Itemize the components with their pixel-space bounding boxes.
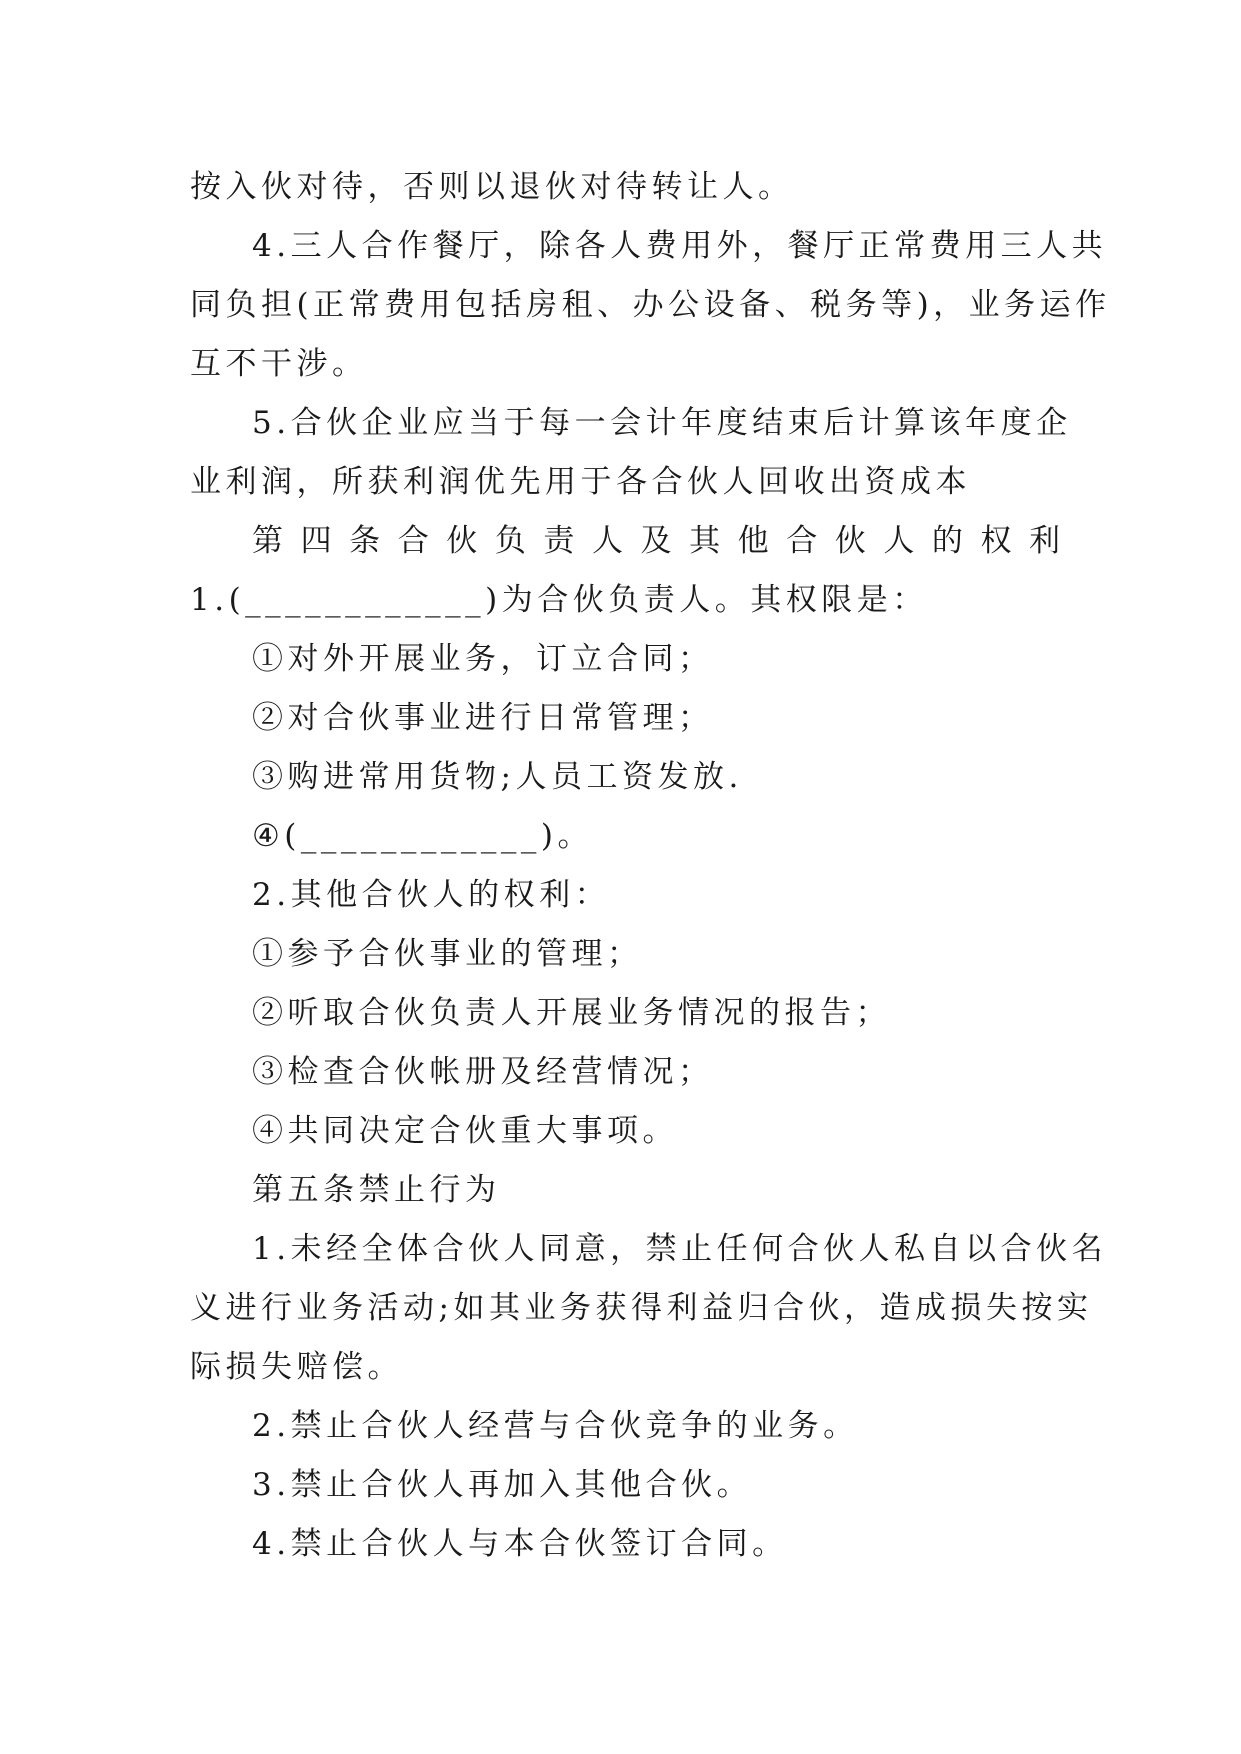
heading-char: 伙 (834, 523, 866, 559)
heading-char: 人 (883, 523, 915, 559)
heading-char: 第 (252, 523, 283, 559)
text-line: 义进行业务活动;如其业务获得利益归合伙，造成损失按实 (190, 1290, 1093, 1326)
text-line: 1.未经全体合伙人同意，禁止任何合伙人私自以合伙名 (252, 1231, 1108, 1267)
heading-char: 四 (300, 523, 332, 559)
text-line: 4.三人合作餐厅，除各人费用外，餐厅正常费用三人共 (252, 228, 1108, 264)
text-line: 业利润，所获利润优先用于各合伙人回收出资成本 (190, 464, 971, 500)
text-line: ④共同决定合伙重大事项。 (252, 1113, 678, 1149)
heading-char: 权 (980, 523, 1012, 559)
text-line: ④(____________)。 (252, 818, 593, 854)
text-line: ③检查合伙帐册及经营情况； (252, 1054, 714, 1090)
heading-char: 人 (591, 523, 623, 559)
text-line: 同负担(正常费用包括房租、办公设备、税务等)，业务运作 (190, 287, 1111, 323)
heading-char: 合 (786, 523, 818, 559)
text-line: 际损失赔偿。 (190, 1349, 403, 1385)
document-body (190, 158, 1111, 1574)
heading-char: 利 (1029, 523, 1060, 559)
heading-char: 责 (543, 523, 575, 559)
heading-char: 的 (931, 523, 963, 559)
heading-char: 他 (737, 523, 769, 559)
heading-char: 负 (494, 523, 526, 559)
text-line: 4.禁止合伙人与本合伙签订合同。 (252, 1526, 788, 1562)
heading-char: 条 (349, 523, 381, 559)
text-line: 2.禁止合伙人经营与合伙竞争的业务。 (252, 1408, 859, 1444)
text-line: 按入伙对待，否则以退伙对待转让人。 (190, 169, 794, 205)
heading-char: 其 (689, 523, 721, 559)
text-line: 5.合伙企业应当于每一会计年度结束后计算该年度企 (252, 405, 1072, 441)
text-line: 互不干涉。 (190, 346, 368, 382)
text-line: ②对合伙事业进行日常管理； (252, 700, 714, 736)
heading-char: 伙 (446, 523, 478, 559)
heading-char: 合 (397, 523, 429, 559)
text-line: ③购进常用货物;人员工资发放. (252, 759, 743, 795)
text-line: 2.其他合伙人的权利： (252, 877, 611, 913)
text-line: 3.禁止合伙人再加入其他合伙。 (252, 1467, 753, 1503)
section-heading-4 (190, 512, 1060, 571)
text-line: 1.(____________)为合伙负责人。其权限是： (190, 582, 928, 618)
section-heading-5: 第五条禁止行为 (252, 1172, 501, 1208)
text-line: ②听取合伙负责人开展业务情况的报告； (252, 995, 891, 1031)
text-line: ①参予合伙事业的管理； (252, 936, 643, 972)
heading-char: 及 (640, 523, 672, 559)
text-line: ①对外开展业务，订立合同； (252, 641, 714, 677)
